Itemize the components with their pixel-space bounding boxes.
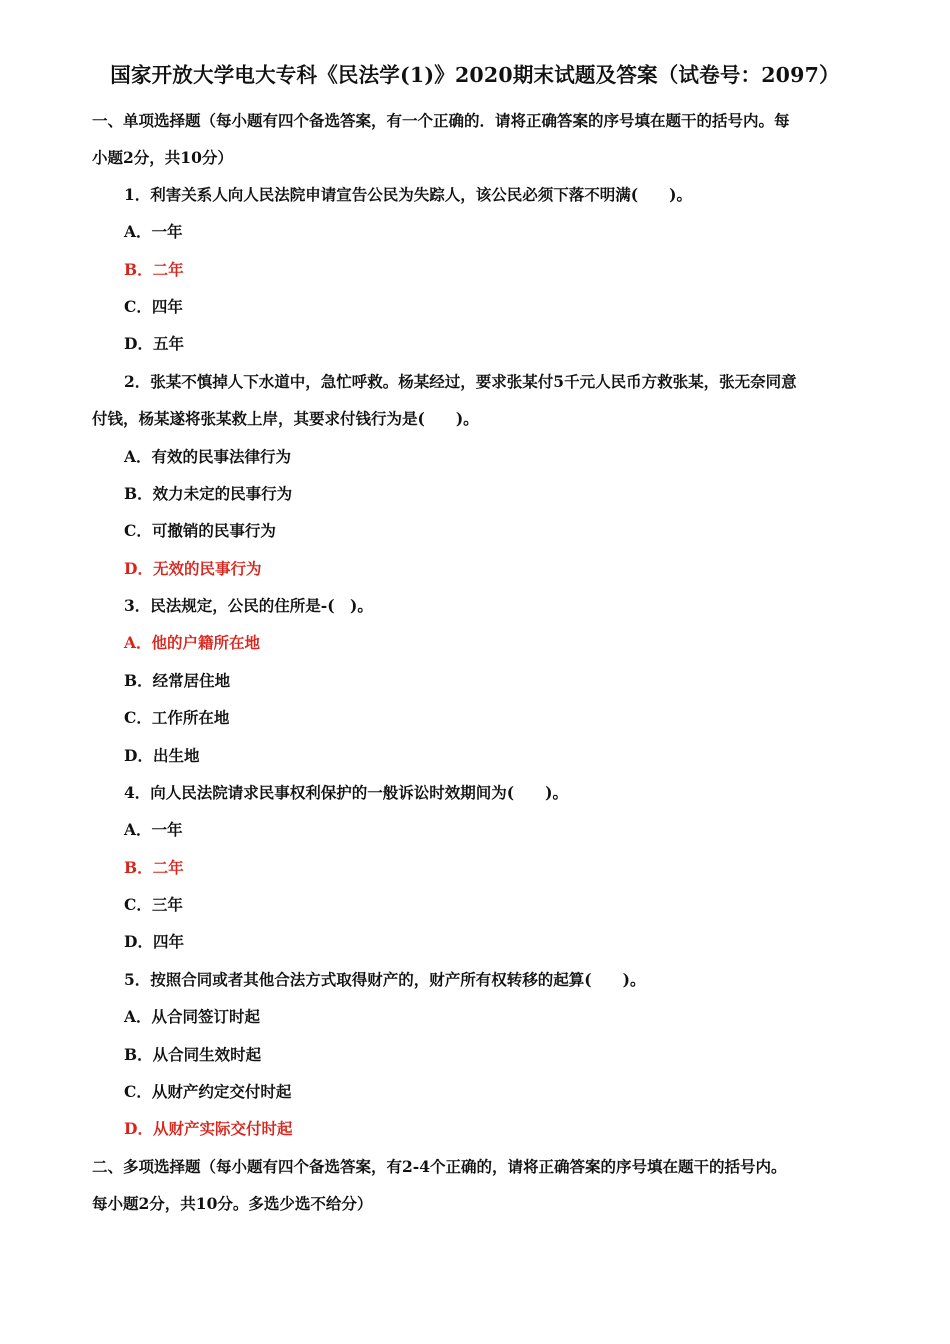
question-5-option-c: C．从财产约定交付时起	[124, 1082, 292, 1101]
section1-heading-line1: 一、单项选择题（每小题有四个备选答案，有一个正确的．请将正确答案的序号填在题干的括号内。每	[92, 111, 790, 130]
question-2-option-c: C．可撤销的民事行为	[124, 521, 276, 540]
question-1-text: 1．利害关系人向人民法院申请宣告公民为失踪人，该公民必须下落不明满( )。	[124, 185, 692, 204]
question-1-option-c: C．四年	[124, 297, 183, 316]
question-4-text: 4．向人民法院请求民事权利保护的一般诉讼时效期间为( )。	[124, 783, 568, 802]
question-3-option-b: B．经常居住地	[124, 671, 231, 690]
question-5-option-d-correct: D．从财产实际交付时起	[124, 1119, 293, 1138]
question-2-text: 2．张某不慎掉人下水道中，急忙呼救。杨某经过，要求张某付5千元人民币方救张某，张无奈同意	[124, 372, 797, 391]
question-4-option-b-correct: B．二年	[124, 858, 184, 877]
page-title: 国家开放大学电大专科《民法学(1)》2020期末试题及答案（试卷号：2097）	[110, 63, 840, 87]
section2-heading-line2: 每小题2分，共10分。多选少选不给分）	[92, 1194, 373, 1213]
question-2-text-continued: 付钱，杨某遂将张某救上岸，其要求付钱行为是( )。	[92, 409, 479, 428]
question-2-option-b: B．效力未定的民事行为	[124, 484, 293, 503]
question-1-option-d: D．五年	[124, 334, 184, 353]
question-4-option-d: D．四年	[124, 932, 184, 951]
question-5-option-a: A．从合同签订时起	[124, 1007, 261, 1026]
question-1-option-a: A．一年	[124, 222, 183, 241]
question-3-option-a-correct: A．他的户籍所在地	[124, 633, 261, 652]
question-5-text: 5．按照合同或者其他合法方式取得财产的，财产所有权转移的起算( )。	[124, 970, 646, 989]
section1-heading-line2: 小题2分，共10分）	[92, 148, 233, 167]
question-3-option-c: C．工作所在地	[124, 708, 230, 727]
question-5-option-b: B．从合同生效时起	[124, 1045, 262, 1064]
question-3-text: 3．民法规定，公民的住所是-( )。	[124, 596, 373, 615]
question-4-option-a: A．一年	[124, 820, 183, 839]
question-2-option-a: A．有效的民事法律行为	[124, 447, 292, 466]
question-1-option-b-correct: B．二年	[124, 260, 184, 279]
question-2-option-d-correct: D．无效的民事行为	[124, 559, 262, 578]
section2-heading-line1: 二、多项选择题（每小题有四个备选答案，有2-4个正确的，请将正确答案的序号填在题干的括号内。	[92, 1157, 787, 1176]
question-4-option-c: C．三年	[124, 895, 183, 914]
question-3-option-d: D．出生地	[124, 746, 200, 765]
